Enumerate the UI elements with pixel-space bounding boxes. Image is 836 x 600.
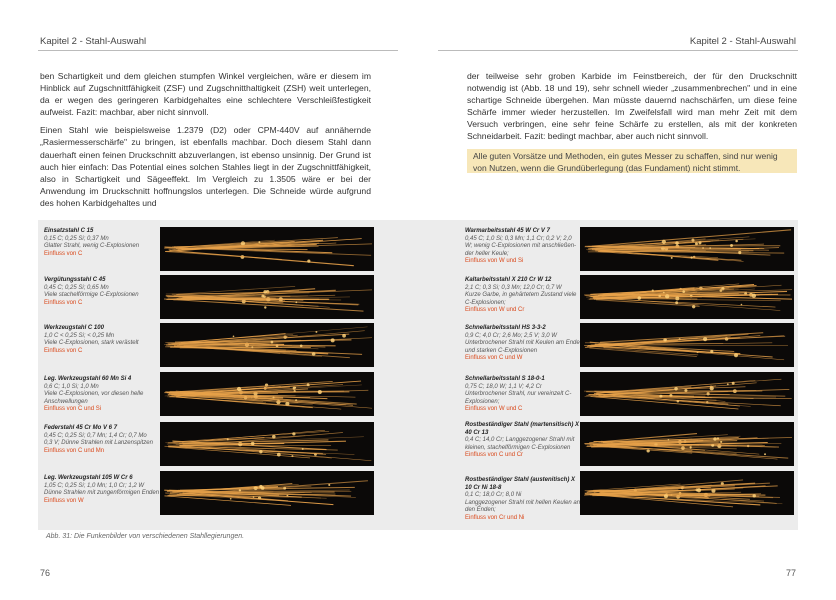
steel-title: Rostbeständiger Stahl (austenitisch) X 10 Cr Ni 18-8 (465, 477, 576, 491)
steel-effect: Einfluss von W und Si (465, 258, 524, 265)
steel-title: Federstahl 45 Cr Mo V 6 7 (44, 425, 118, 431)
steel-title: Werkzeugstahl C 100 (44, 325, 104, 331)
steel-composition: 0,45 C; 0,25 Si; 0,7 Mn; 1,4 Cr; 0,7 Mo (44, 432, 147, 439)
steel-description: Langgezogener Strahl mit hellen Keulen an den Enden; (465, 499, 581, 514)
steel-composition: 0,1 C; 18,0 Cr; 8,0 Ni (465, 492, 522, 499)
steel-title: Leg. Werkzeugstahl 60 Mn Si 4 (44, 376, 132, 382)
steel-composition: 0,4 C; 14,0 Cr; Langgezogener Strahl mit kleinen, stachelförmigen C-Explosionen (465, 437, 575, 451)
steel-composition: 0,45 C; 0,25 Si; 0,65 Mn (44, 284, 109, 291)
steel-composition: 2,1 C; 0,3 Si; 0,3 Mn; 12,0 Cr; 0,7 W (465, 284, 562, 291)
steel-entry (44, 228, 162, 258)
steel-description: Unterbrochener Strahl, nur vereinzelt C-Explosionen; (465, 391, 572, 405)
steel-composition: 0,75 C; 18,0 W; 1,1 V; 4,2 Cr (465, 383, 542, 390)
page-number-right: 77 (785, 568, 796, 578)
steel-entry (465, 422, 583, 460)
steel-composition: 0,15 C; 0,25 Si; 0,37 Mn (44, 235, 109, 242)
steel-composition: 1,05 C; 0,25 Si; 1,0 Mn; 1,0 Cr; 1,2 W (44, 482, 145, 489)
steel-description: Viele stachelförmige C-Explosionen (44, 292, 139, 299)
spark-image (160, 422, 374, 466)
steel-description: Unterbrochener Strahl mit Keulen am Ende und starken C-Explosionen (465, 340, 580, 354)
spark-image (160, 227, 374, 271)
steel-description: Kurze Garbe, in gehärtetem Zustand viele C-Explosionen; (465, 292, 577, 306)
steel-entry (44, 376, 162, 414)
spark-image (580, 227, 794, 271)
highlight-note: Alle guten Vorsätze und Methoden, ein gutes Messer zu schaffen, sind nur wenig von Nutzen, wenn die Grundüberlegung (das Fundament) nicht stimmt. (467, 149, 797, 173)
spark-image (580, 323, 794, 367)
spark-image (160, 471, 374, 515)
steel-entry (465, 277, 583, 315)
left-text-column (40, 70, 371, 215)
steel-title: Schnellarbeitsstahl HS 3-3-2 (465, 325, 546, 331)
spark-image (160, 323, 374, 367)
header-rule-right (438, 50, 798, 51)
steel-description: Dünne Strahlen mit zungenförmigen Enden (44, 490, 160, 497)
steel-effect: Einfluss von C (44, 347, 83, 354)
header-rule-left (38, 50, 398, 51)
spark-image (580, 372, 794, 416)
steel-composition: 0,9 C; 4,0 Cr; 2,6 Mo; 2,5 V; 3,0 W (465, 332, 557, 339)
figure-caption: Abb. 31: Die Funkenbilder von verschiedenen Stahllegierungen. (46, 533, 245, 540)
steel-entry (44, 425, 162, 455)
steel-description: W; wenig C-Explosionen mit anschließen- der heller Keule; (465, 243, 577, 257)
steel-effect: Einfluss von C (44, 299, 83, 306)
steel-composition: 0,6 C; 1,0 Si; 1,0 Mn (44, 383, 99, 390)
steel-effect: Einfluss von Cr und Ni (465, 514, 525, 521)
chapter-header-right: Kapitel 2 - Stahl-Auswahl (689, 36, 796, 47)
steel-entry (44, 475, 162, 505)
spark-image (580, 422, 794, 466)
spark-image (160, 372, 374, 416)
steel-effect: Einfluss von C und Si (44, 406, 102, 413)
steel-description: Glatter Strahl, wenig C-Explosionen (44, 243, 140, 250)
steel-entry (465, 325, 583, 363)
steel-composition: 0,45 C; 1,0 Si; 0,3 Mn; 1,1 Cr; 0,2 V; 2,0 (465, 235, 572, 242)
spark-image (160, 275, 374, 319)
steel-entry (465, 477, 583, 523)
page-number-left: 76 (40, 568, 51, 578)
spark-image (580, 471, 794, 515)
steel-description: 0,3 V; Dünne Strahlen mit Lanzenspitzen (44, 440, 153, 447)
steel-title: Einsatzstahl C 15 (44, 228, 94, 234)
steel-entry (465, 228, 583, 266)
steel-description: Viele C-Explosionen, stark verästelt (44, 340, 139, 347)
steel-title: Vergütungsstahl C 45 (44, 277, 106, 283)
paragraph: der teilweise sehr groben Karbide im Feinstbereich, der für den Druckschnitt notwendig ist (Abb. 18 und 19), sehr schnell wieder „zusammenbrechen" und in eine schartige Schneide übergehen. Man müsste dauernd nachschärfen, um diese feine Schärfe immer wieder herzustellen. Im Zweifelsfall wird man mehr Zeit mit dem Versuch verbringen, eine sehr feine Schärfe zu erstellen, als mit der konkreten Schneidarbeit. Fazit: bedingt machbar, aber auch nicht sinnvoll. (467, 71, 797, 142)
steel-entry (465, 376, 583, 414)
steel-effect: Einfluss von C und Mn (44, 447, 105, 454)
paragraph: ben Schartigkeit und dem gleichen stumpfen Winkel vergleichen, wäre er diesem im Hinblick auf Zugschnittfähigkeit (ZSF) und Zugschnitthaltigkeit (ZSH) weit unterlegen, da er wegen des geringeren Karbidgehaltes eine schlechtere Verschleißfestigkeit aufweist. Fazit: machbar, aber nicht sinnvoll. (40, 71, 371, 118)
steel-effect: Einfluss von C und W (465, 355, 523, 362)
steel-title: Leg. Werkzeugstahl 105 W Cr 6 (44, 475, 133, 481)
steel-effect: Einfluss von C (44, 250, 83, 257)
steel-effect: Einfluss von C und Cr (465, 452, 524, 459)
spark-image (580, 275, 794, 319)
steel-title: Warmarbeitsstahl 45 W Cr V 7 (465, 228, 550, 234)
steel-title: Kaltarbeitsstahl X 210 Cr W 12 (465, 277, 552, 283)
steel-description: Viele C-Explosionen, vor diesen helle Anschwellungen (44, 391, 144, 405)
steel-effect: Einfluss von W (44, 497, 84, 504)
chapter-header-left: Kapitel 2 - Stahl-Auswahl (40, 36, 147, 47)
paragraph: Einen Stahl wie beispielsweise 1.2379 (D2) oder CPM-440V auf annähernde „Rasiermesserschärfe" zu bringen, ist ebenfalls machbar. Doch diesem Stahl dann dauerhaft einen feinen Druckschnitt abzuverlangen, ist ebenso unsinnig. Der Grund ist auch hier einfach: Das Potential eines solchen Stahles liegt in der Zugschnittfähigkeit, also in Schartigkeit und Sägeeffekt. Im Vergleich zu 1.3505 wäre er bei der Anwendung im Druckschnitt hoffnungslos unterlegen. Die Schneide würde aufgrund des hohen Karbidgehaltes und (40, 125, 371, 208)
right-text-column (467, 70, 797, 149)
steel-entry (44, 325, 162, 355)
steel-entry (44, 277, 162, 307)
steel-title: Rostbeständiger Stahl (martensitisch) X 40 Cr 13 (465, 422, 580, 436)
steel-effect: Einfluss von W und C (465, 406, 523, 413)
steel-title: Schnellarbeitsstahl S 18-0-1 (465, 376, 545, 382)
steel-composition: 1,0 C < 0,25 Si; < 0,25 Mn (44, 332, 115, 339)
steel-effect: Einfluss von W und Cr (465, 307, 525, 314)
